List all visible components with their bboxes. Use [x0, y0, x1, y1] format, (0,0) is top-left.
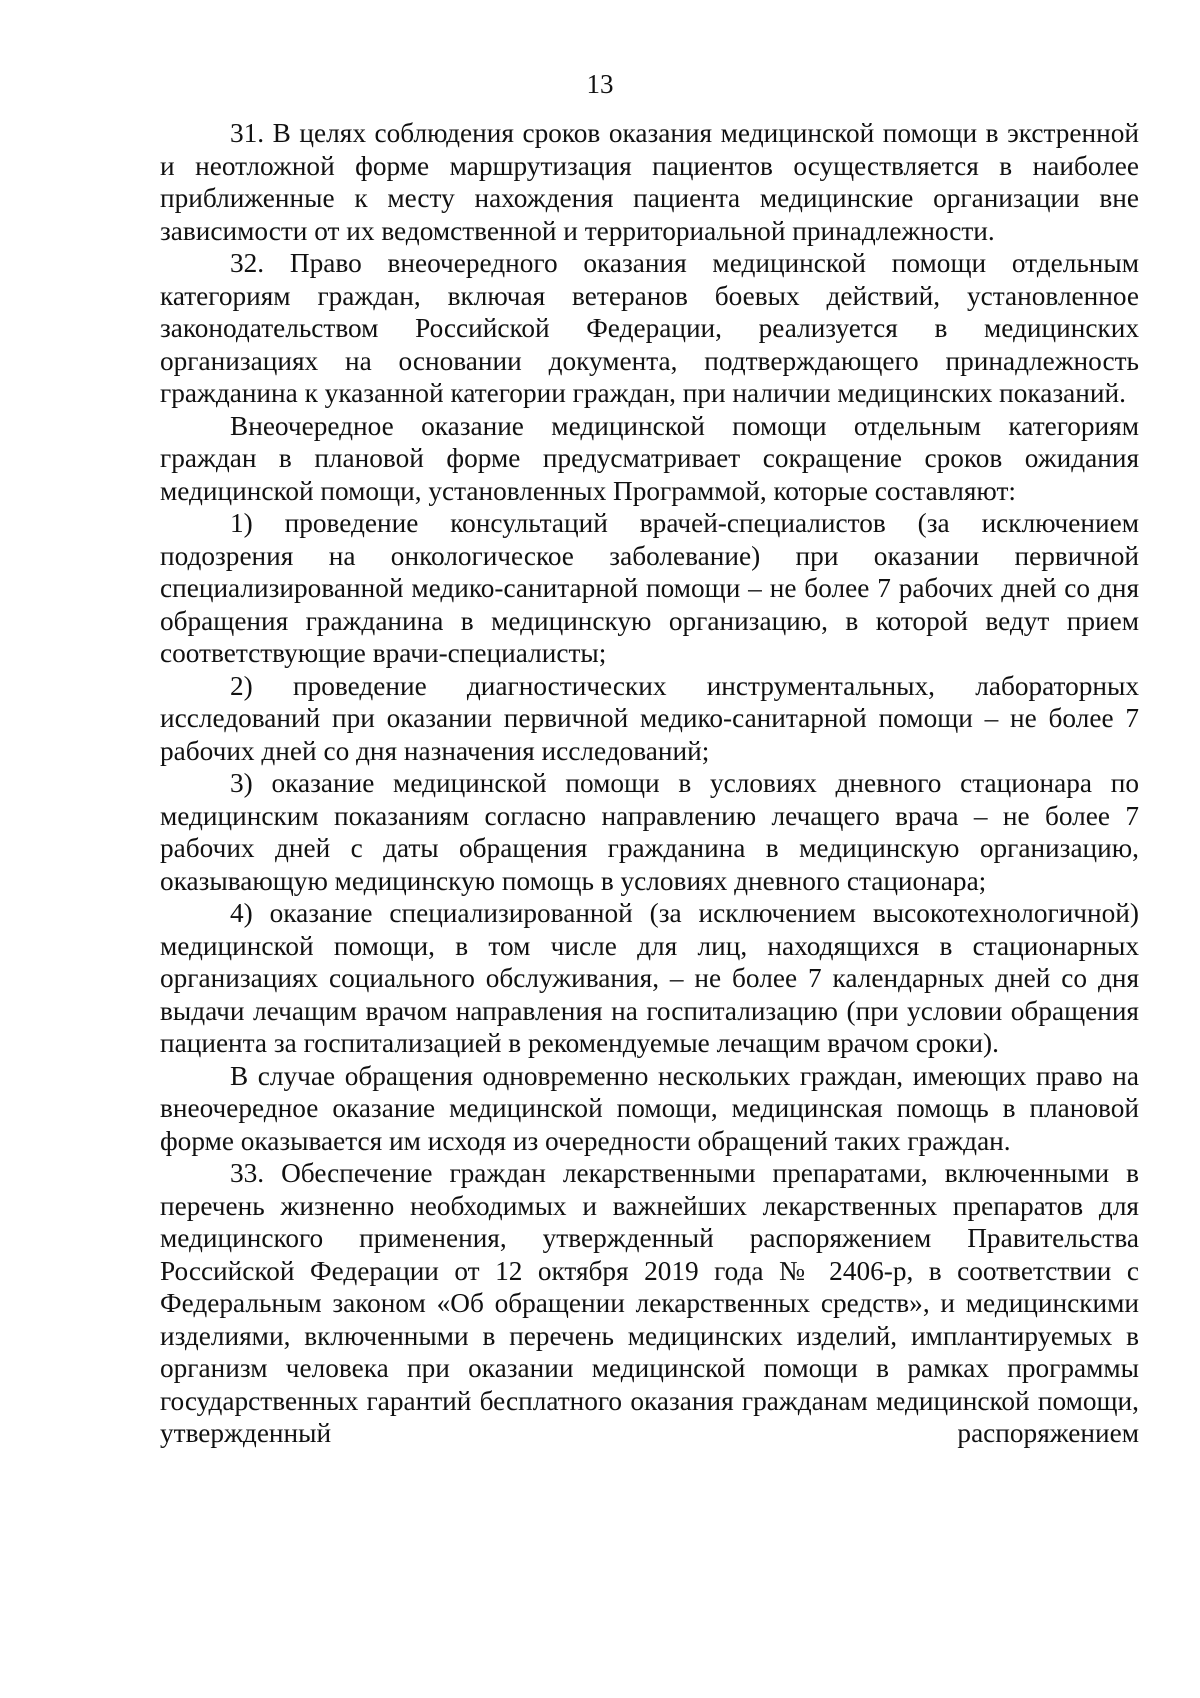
paragraph-priority-planned-care: Внеочередное оказание медицинской помощи отдельным категориям граждан в плановой форме предусматривает сокращение сроков ожидания медицинской помощи, установленных Программой, которые составляют:	[160, 410, 1139, 506]
document-body	[160, 117, 1139, 1450]
list-item-1: 1) проведение консультаций врачей-специалистов (за исключением подозрения на онкологическое заболевание) при оказании первичной специализированной медико-санитарной помощи – не более 7 рабочих дней со дня обращения гражданина в медицинскую организацию, в которой ведут прием соответствующие врачи-специалисты;	[160, 508, 1139, 668]
list-item-2: 2) проведение диагностических инструментальных, лабораторных исследований при оказании первичной медико-санитарной помощи – не более 7 рабочих дней со дня назначения исследований;	[160, 670, 1139, 766]
paragraph-31: 31. В целях соблюдения сроков оказания медицинской помощи в экстренной и неотложной форме маршрутизация пациентов осуществляется в наиболее приближенные к месту нахождения пациента медицинские организации вне зависимости от их ведомственной и территориальной принадлежности.	[160, 118, 1139, 246]
page-number: 13	[586, 69, 614, 99]
paragraph-33: 33. Обеспечение граждан лекарственными препаратами, включенными в перечень жизненно необходимых и важнейших лекарственных препаратов для медицинского применения, утвержденный распоряжением Правительства Российской Федерации от 12 октября 2019 года № 2406-р, в соответствии с Федеральным законом «Об обращении лекарственных средств», и медицинскими изделиями, включенными в перечень медицинских изделий, имплантируемых в организм человека при оказании медицинской помощи в рамках программы государственных гарантий бесплатного оказания гражданам медицинской помощи, утвержденный распоряжением	[160, 1158, 1139, 1448]
list-item-3: 3) оказание медицинской помощи в условиях дневного стационара по медицинским показаниям согласно направлению лечащего врача – не более 7 рабочих дней с даты обращения гражданина в медицинскую организацию, оказывающую медицинскую помощь в условиях дневного стационара;	[160, 768, 1139, 896]
paragraph-multiple-citizens: В случае обращения одновременно нескольких граждан, имеющих право на внеочередное оказание медицинской помощи, медицинская помощь в плановой форме оказывается им исходя из очередности обращений таких граждан.	[160, 1060, 1139, 1156]
paragraph-32: 32. Право внеочередного оказания медицинской помощи отдельным категориям граждан, включая ветеранов боевых действий, установленное законодательством Российской Федерации, реализуется в медицинских организациях на основании документа, подтверждающего принадлежность гражданина к указанной категории граждан, при наличии медицинских показаний.	[160, 248, 1139, 408]
list-item-4: 4) оказание специализированной (за исключением высокотехнологичной) медицинской помощи, в том числе для лиц, находящихся в стационарных организациях социального обслуживания, – не более 7 календарных дней со дня выдачи лечащим врачом направления на госпитализацию (при условии обращения пациента за госпитализацией в рекомендуемые лечащим врачом сроки).	[160, 898, 1139, 1058]
